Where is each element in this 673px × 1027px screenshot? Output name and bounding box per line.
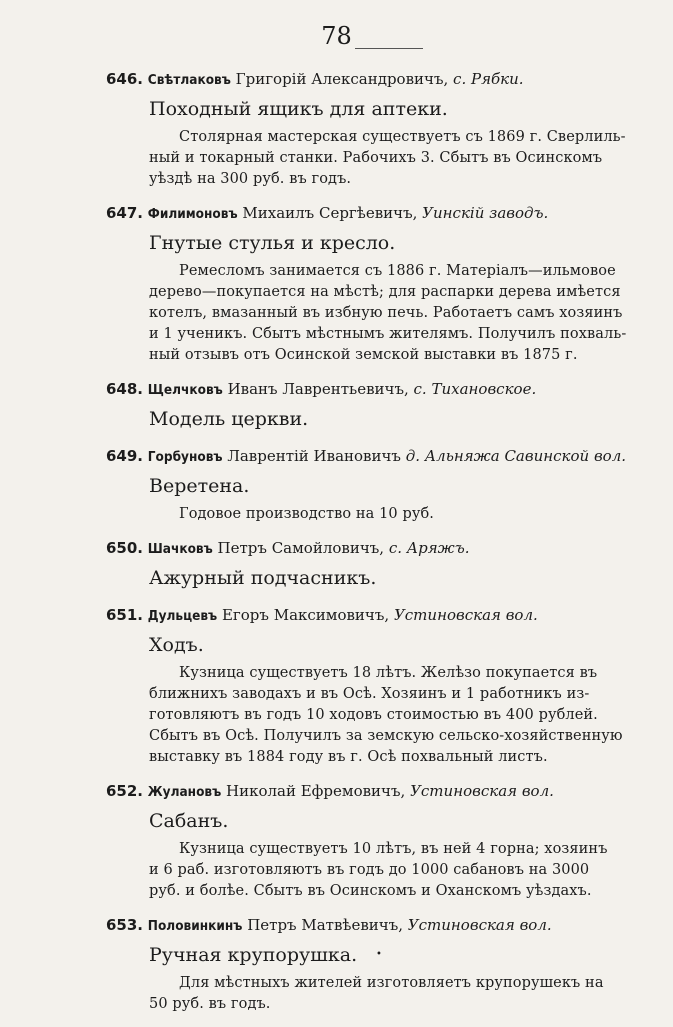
item-description [149,663,636,768]
catalog-entry [106,378,636,433]
entry-number: 649. [106,447,144,465]
description-line: и 6 раб. изготовляютъ въ годъ до 1000 сабановъ на 3000 [149,862,590,878]
entry-number: 651. [106,606,144,624]
catalog-entry [106,68,636,190]
description-line: и 1 ученикъ. Сбытъ мѣстнымъ жителямъ. Получилъ похваль- [149,326,627,342]
description-line: готовляютъ въ годъ 10 ходовъ стоимостью въ 400 рублей. [149,707,598,723]
item-title: Ажурный подчасникъ. [149,567,377,589]
exhibitor-place: Устиновская вол. [410,782,554,800]
exhibitor-place: с. Рябки. [453,70,524,88]
entry-number: 646. [106,70,144,88]
item-description [149,127,636,190]
item-description [149,839,636,902]
exhibitor-name: Иванъ Лаврентьевичъ, [227,380,409,398]
exhibitor-name: Лаврентій Ивановичъ [227,447,401,465]
description-line: Годовое производство на 10 руб. [179,506,435,522]
item-title: Гнутые стулья и кресло. [149,232,396,254]
item-title: Ходъ. [149,634,204,656]
exhibitor-surname: Филимоновъ [147,206,238,222]
description-line: ближнихъ заводахъ и въ Осѣ. Хозяинъ и 1 работникъ из- [149,686,590,702]
exhibitor-name: Григорій Александровичъ, [235,70,449,88]
entry-heading [106,68,636,91]
entry-heading [106,202,636,225]
footer-mark: • [376,949,382,960]
entry-heading [106,604,636,627]
description-line: выставку въ 1884 году въ г. Осѣ похвальный листъ. [149,749,548,765]
catalog-entry [106,202,636,366]
exhibitor-place: Уинскій заводъ. [422,204,549,222]
entry-number: 652. [106,782,144,800]
exhibitor-surname: Жулановъ [147,784,222,800]
description-line: руб. и болѣе. Сбытъ въ Осинскомъ и Оханскомъ уѣздахъ. [149,883,592,899]
item-description [149,504,636,525]
entry-heading [106,445,636,468]
description-line: дерево—покупается на мѣстѣ; для распарки дерева имѣется [149,284,621,300]
item-title: Ручная крупорушка. [149,944,358,966]
description-line: Столярная мастерская существуетъ съ 1869 г. Сверлиль- [179,129,626,145]
item-title: Походный ящикъ для аптеки. [149,98,448,120]
catalog-entries [106,68,636,1027]
entry-number: 648. [106,380,144,398]
exhibitor-place: с. Тихановское. [413,380,537,398]
exhibitor-surname: Половинкинъ [147,918,243,934]
exhibitor-place: с. Аряжъ. [388,539,470,557]
exhibitor-surname: Шачковъ [147,541,213,557]
exhibitor-name: Михаилъ Сергѣевичъ, [242,204,418,222]
entry-number: 650. [106,539,144,557]
catalog-entry [106,537,636,592]
item-title: Веретена. [149,475,250,497]
exhibitor-name: Петръ Матвѣевичъ, [247,916,404,934]
description-line: котелъ, вмазанный въ избную печь. Работаетъ самъ хозяинъ [149,305,623,321]
description-line: Ремесломъ занимается съ 1886 г. Матеріалъ—ильмовое [179,263,616,279]
exhibitor-surname: Горбуновъ [147,449,223,465]
item-description [149,261,636,366]
entry-heading [106,537,636,560]
entry-number: 653. [106,916,144,934]
description-line: ный и токарный станки. Рабочихъ 3. Сбытъ въ Осинскомъ [149,150,603,166]
exhibitor-place: д. Альняжа Савинской вол. [405,447,627,465]
entry-number: 647. [106,204,144,222]
description-line: Кузница существуетъ 18 лѣтъ. Желѣзо покупается въ [179,665,598,681]
item-title: Модель церкви. [149,408,309,430]
item-description [149,973,636,1015]
description-line: Кузница существуетъ 10 лѣтъ, въ ней 4 горна; хозяинъ [179,841,608,857]
exhibitor-name: Николай Ефремовичъ, [226,782,406,800]
exhibitor-place: Устиновская вол. [407,916,552,934]
exhibitor-surname: Дульцевъ [147,608,218,624]
page-number-rule [355,48,423,49]
description-line: Для мѣстныхъ жителей изготовляетъ крупорушекъ на [179,975,604,991]
description-line: ный отзывъ отъ Осинской земской выставки въ 1875 г. [149,347,578,363]
entry-heading [106,378,636,401]
exhibitor-surname: Щелчковъ [147,382,223,398]
exhibitor-name: Егоръ Максимовичъ, [221,606,390,624]
catalog-entry [106,780,636,902]
entry-heading [106,914,636,937]
entry-heading [106,780,636,803]
item-title: Сабанъ. [149,810,229,832]
catalog-entry [106,445,636,525]
description-line: уѣздѣ на 300 руб. въ годъ. [149,171,352,187]
description-line: Сбытъ въ Осѣ. Получилъ за земскую сельско-хозяйственную [149,728,623,744]
catalog-entry [106,604,636,768]
exhibitor-surname: Свѣтлаковъ [147,72,231,88]
description-line: 50 руб. въ годъ. [149,996,271,1012]
exhibitor-place: Устиновская вол. [393,606,538,624]
exhibitor-name: Петръ Самойловичъ, [217,539,385,557]
page-number: 78 [321,22,352,50]
